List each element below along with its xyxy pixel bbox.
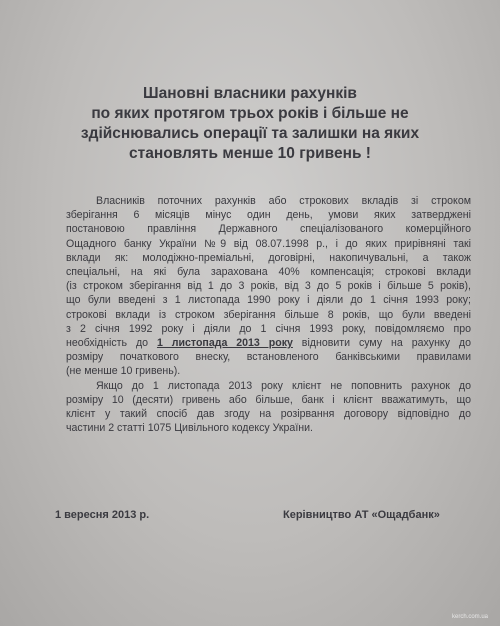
paragraph-line: (із строком зберігання від 1 до 3 років, від 3 до 5 років і більше 5 років),	[66, 280, 471, 293]
paragraph-line: Якщо до 1 листопада 2013 року клієнт не поповнить рахунок до	[96, 379, 471, 392]
paragraph-line: розміру 10 (десяти) гривень або більше, банк і клієнт вважатимуть, що	[66, 393, 471, 406]
paragraph-line: клієнт у такий спосіб дав згоду на розірвання договору відповідно до	[66, 408, 471, 421]
paragraph-line: частини 2 статті 1075 Цивільного кодексу України.	[66, 422, 313, 435]
paragraph-line: (не менше 10 гривень).	[66, 365, 181, 378]
site-watermark: kerch.com.ua	[452, 614, 489, 620]
paragraph-line: строкові вклади із строком зберігання більше 8 років, що були введені	[66, 308, 471, 321]
paragraph-line: спеціальні, на які була зарахована 40% компенсація; строкові вклади	[66, 266, 471, 279]
paragraph-line: постановою правління Державного спеціалізованого комерційного	[66, 223, 471, 236]
notice-body	[66, 194, 471, 435]
heading-line: становлять менше 10 гривень !	[129, 145, 371, 162]
paragraph-line: зберігання 6 місяців мінус один день, умови яких затверджені	[66, 209, 471, 222]
deadline-prefix: необхідність до	[66, 337, 157, 350]
paragraph-line: вклади як: молодіжно-преміальні, договірні, накопичувальні, а також	[66, 251, 471, 264]
heading-line: здійснювались операції та залишки на яких	[80, 125, 420, 142]
notice-heading	[20, 84, 480, 164]
deadline-date: 1 листопада 2013 року	[156, 337, 293, 350]
notice-date: 1 вересня 2013 р.	[55, 509, 150, 521]
paragraph-line: з 2 січня 1992 року і діяли до 1 січня 1993 року, повідомляємо про	[66, 322, 471, 335]
paragraph-line: розміру початкового внеску, встановленого банківськими правилами	[66, 351, 471, 364]
deadline-suffix: відновити суму на рахунку до	[292, 337, 471, 350]
paragraph-line: Ощадного банку України №9 від 08.07.1998 р., і до яких прирівняні такі	[66, 237, 471, 250]
heading-line: Шановні власники рахунків	[143, 85, 357, 102]
paragraph-line: Власників поточних рахунків або строкових вкладів зі строком	[96, 195, 471, 207]
heading-line: по яких протягом трьох років і більше не	[91, 105, 409, 122]
paragraph-line-deadline	[66, 336, 471, 350]
paragraph-line: що були введені з 1 листопада 1990 року і діяли до 1 січня 1993 року;	[66, 294, 471, 307]
notice-signature: Керівництво АТ «Ощадбанк»	[283, 509, 440, 521]
